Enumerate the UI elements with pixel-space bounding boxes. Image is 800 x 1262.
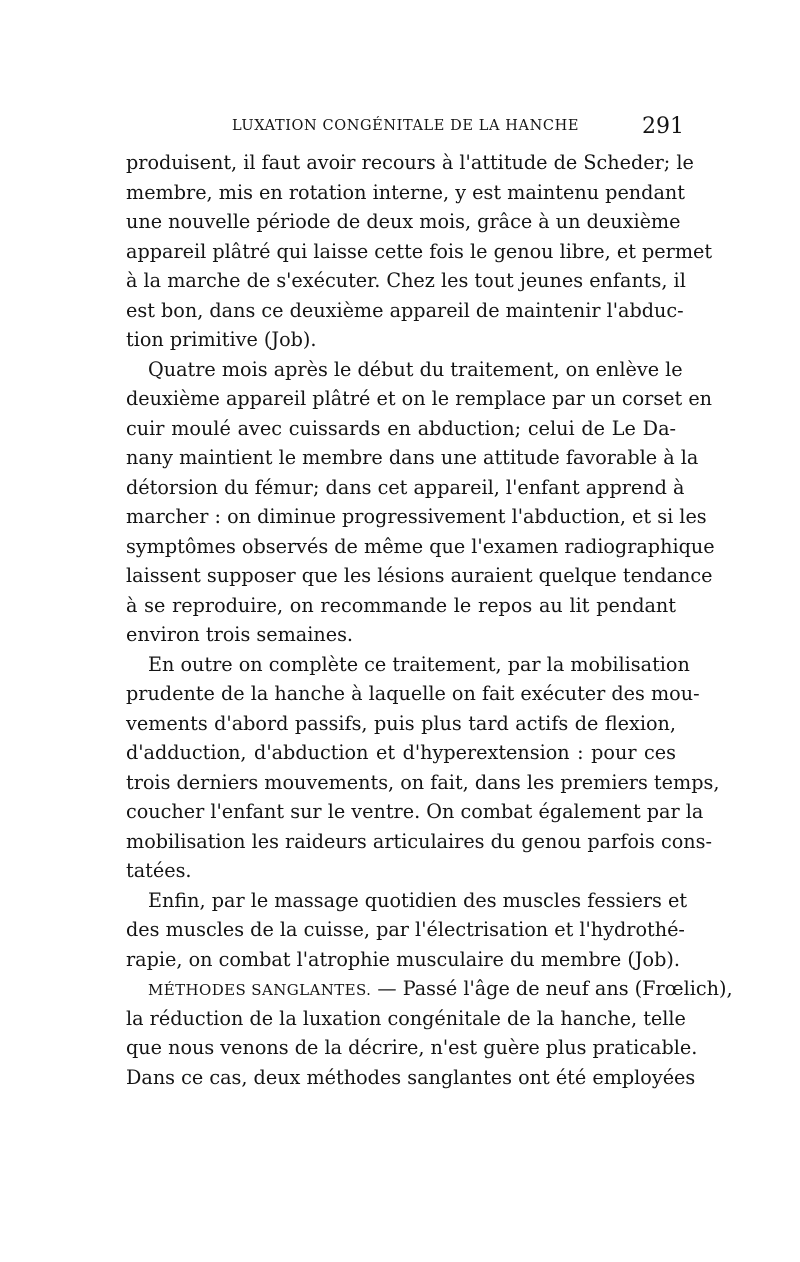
- page-header: [232, 116, 684, 140]
- text-line: détorsion du fémur; dans cet appareil, l'enfant apprend à: [126, 475, 685, 499]
- text-line: Quatre mois après le début du traitement, on enlève le: [148, 357, 683, 381]
- running-title: LUXATION CONGÉNITALE DE LA HANCHE: [232, 118, 580, 134]
- text-line: tion primitive (Job).: [126, 328, 317, 351]
- text-line: à la marche de s'exécuter. Chez les tout jeunes enfants, il: [126, 269, 686, 292]
- text-line: Enfin, par le massage quotidien des muscles fessiers et: [148, 888, 688, 912]
- text-line: une nouvelle période de deux mois, grâce à un deuxième: [126, 210, 681, 233]
- text-line: produisent, il faut avoir recours à l'attitude de Scheder; le: [126, 151, 694, 174]
- text-line: est bon, dans ce deuxième appareil de maintenir l'abduc-: [126, 298, 684, 322]
- text-line: rapie, on combat l'atrophie musculaire du membre (Job).: [126, 947, 680, 971]
- text-line: nany maintient le membre dans une attitude favorable à la: [126, 446, 699, 469]
- text-line: symptômes observés de même que l'examen radiographique: [126, 534, 715, 558]
- text-line: coucher l'enfant sur le ventre. On combat également par la: [126, 800, 704, 823]
- text-line: la réduction de la luxation congénitale de la hanche, telle: [126, 1006, 686, 1030]
- text-line: membre, mis en rotation interne, y est maintenu pendant: [126, 180, 685, 204]
- section-heading: MÉTHODES SANGLANTES.: [148, 981, 372, 999]
- text-line: vements d'abord passifs, puis plus tard actifs de flexion,: [126, 711, 676, 735]
- text-line: environ trois semaines.: [126, 623, 354, 646]
- text-line: d'adduction, d'abduction et d'hyperextension : pour ces: [126, 741, 676, 764]
- page-number: 291: [642, 114, 684, 139]
- text-line: tatées.: [126, 859, 192, 882]
- text-line: deuxième appareil plâtré et on le remplace par un corset en: [126, 387, 713, 410]
- text-line: que nous venons de la décrire, n'est guère plus praticable.: [126, 1036, 698, 1059]
- section-heading-continuation: — Passé l'âge de neuf ans (Frœlich),: [371, 977, 733, 1000]
- text-line: En outre on complète ce traitement, par la mobilisation: [148, 652, 690, 676]
- text-line: trois derniers mouvements, on fait, dans les premiers temps,: [126, 770, 720, 794]
- section-heading-line: [148, 976, 733, 1002]
- text-line: des muscles de la cuisse, par l'électrisation et l'hydrothé-: [126, 918, 685, 941]
- text-line: marcher : on diminue progressivement l'abduction, et si les: [126, 505, 707, 528]
- text-line: appareil plâtré qui laisse cette fois le genou libre, et permet: [126, 239, 713, 263]
- text-line: laissent supposer que les lésions auraient quelque tendance: [126, 564, 713, 587]
- text-line: Dans ce cas, deux méthodes sanglantes ont été employées: [126, 1065, 696, 1089]
- text-line: prudente de la hanche à laquelle on fait exécuter des mou-: [126, 682, 700, 705]
- text-line: à se reproduire, on recommande le repos au lit pendant: [126, 593, 676, 617]
- text-line: cuir moulé avec cuissards en abduction; celui de Le Da-: [126, 416, 676, 440]
- text-line: mobilisation les raideurs articulaires du genou parfois cons-: [126, 829, 712, 853]
